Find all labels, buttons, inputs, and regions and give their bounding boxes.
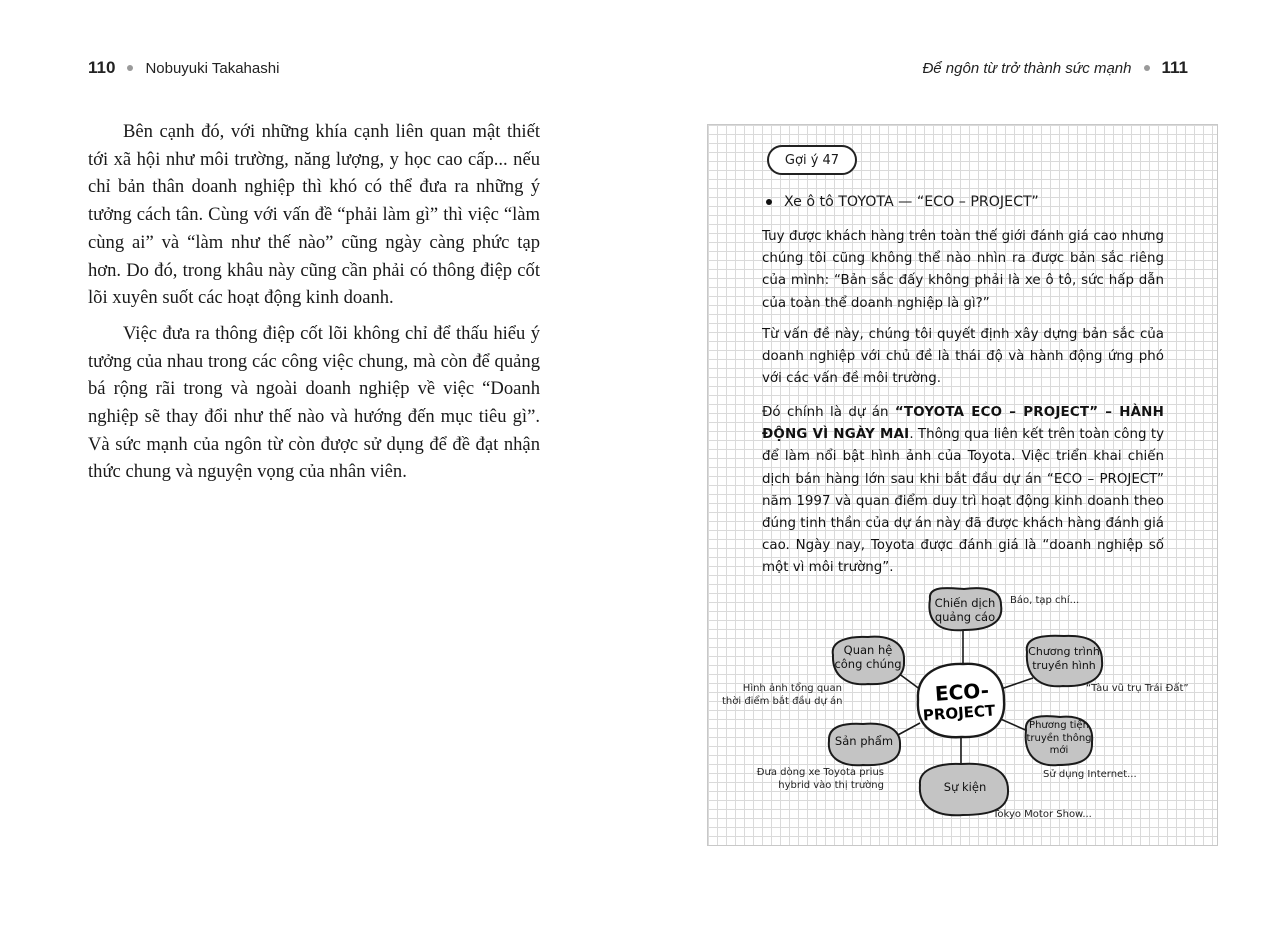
header-separator-dot (127, 65, 133, 71)
mindmap-center-line2: PROJECT (922, 701, 996, 725)
left-page-header (88, 58, 279, 78)
panel-paragraph-1: Tuy được khách hàng trên toàn thế giới đánh giá cao nhưng chúng tôi cũng không thể nào nhìn ra được bản sắc riêng của mình: “Bản sắc đấy không phải là xe ô tô, sức hấp dẫn của toàn thể doanh nghiệp là gì?” (762, 229, 1164, 311)
note-product-1: Đưa dòng xe Toyota prius (756, 767, 884, 778)
note-campaign: Báo, tạp chí... (1010, 595, 1080, 606)
note-product-2: hybrid vào thị trường (778, 780, 884, 791)
left-page-body (88, 118, 540, 494)
note-media: Sử dụng Internet... (1043, 769, 1137, 780)
node-media: Phương tiện truyền thông mới (1026, 720, 1092, 756)
header-separator-dot (1144, 65, 1150, 71)
note-tv: “Tàu vũ trụ Trái Đất” (1086, 683, 1189, 694)
hint-badge: Gợi ý 47 (767, 145, 857, 175)
note-pr-2: thời điểm bắt đầu dự án (722, 696, 843, 707)
author-name: Nobuyuki Takahashi (145, 59, 280, 77)
para3-bold: “TOYOTA ECO – PROJECT” – HÀNH ĐỘNG VÌ NGÀY MAI (762, 405, 1164, 443)
running-title: Để ngôn từ trở thành sức mạnh (922, 59, 1132, 77)
node-pr: Quan hệ công chúng (834, 643, 902, 671)
node-product: Sản phẩm (834, 734, 894, 748)
bullet-text: Xe ô tô TOYOTA — “ECO – PROJECT” (784, 194, 1039, 210)
left-paragraph-2: Việc đưa ra thông điệp cốt lõi không chỉ để thấu hiểu ý tưởng của nhau trong các công việc chung, mà còn để quảng bá rộng rãi trong và ngoài doanh nghiệp về việc “Doanh nghiệp sẽ thay đổi như thế nào và hướng đến mục tiêu gì”. Và sức mạnh của ngôn từ còn được sử dụng để đề đạt nhận thức chung và nguyện vọng của nhân viên. (88, 322, 540, 483)
node-event: Sự kiện (943, 780, 987, 794)
connector-pr (898, 673, 921, 690)
right-page-number: 111 (1161, 58, 1188, 77)
mindmap-diagram (708, 125, 1219, 847)
panel-paragraph-2: Từ vấn đề này, chúng tôi quyết định xây dựng bản sắc của doanh nghiệp với chủ đề là thái độ và hành động ứng phó với các vấn đề môi trường. (762, 327, 1164, 387)
left-page-number: 110 (88, 58, 116, 77)
note-pr-1: Hình ảnh tổng quan (742, 683, 842, 694)
para3-prefix: Đó chính là dự án (762, 405, 895, 420)
right-page-header (922, 58, 1188, 78)
note-event: Tokyo Motor Show... (993, 809, 1092, 820)
node-campaign: Chiến dịch quảng cáo (934, 596, 996, 624)
node-tv: Chương trình truyền hình (1028, 645, 1100, 672)
left-paragraph-1: Bên cạnh đó, với những khía cạnh liên quan mật thiết tới xã hội như môi trường, năng lượng, y học cao cấp... nếu chỉ bản thân doanh nghiệp thì khó có thể đưa ra những ý tưởng cách tân. Cùng với vấn đề “phải làm gì” thì việc “làm cùng ai” và “làm như thế nào” cũng ngày càng phức tạp hơn. Do đó, trong khâu này cũng cần phải có thông điệp cốt lõi xuyên suốt các hoạt động kinh doanh. (88, 121, 540, 309)
mindmap-center-line1: ECO- (934, 678, 990, 706)
para3-rest: . Thông qua liên kết trên toàn công ty để làm nổi bật hình ảnh của Toyota. Việc triển khai chiến dịch bán hàng lớn sau khi bắt đầu dự án “ECO – PROJECT” năm 1997 và quan điểm duy trì hoạt động kinh doanh theo đúng tinh thần của dự án này đã được khách hàng đánh giá cao. Ngày nay, Toyota được đánh giá là “doanh nghiệp số một vì môi trường”. (762, 427, 1164, 576)
graph-paper-panel (707, 124, 1218, 846)
